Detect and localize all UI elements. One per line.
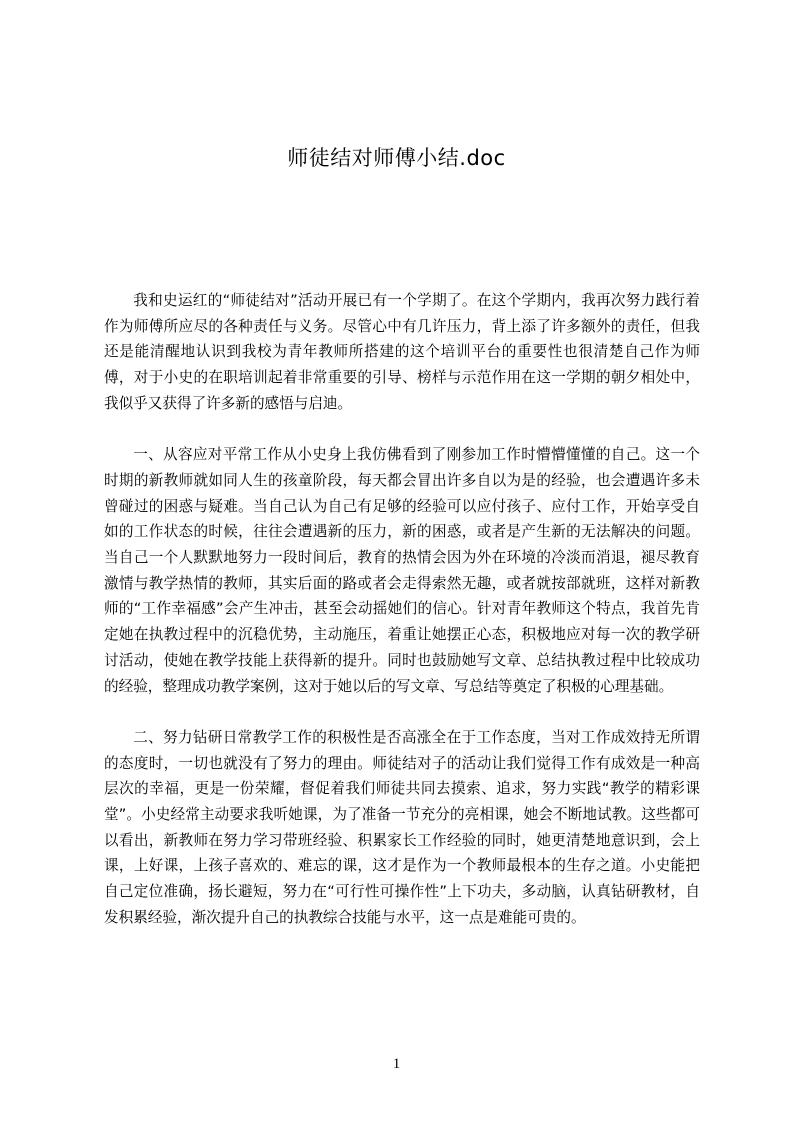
document-body [104, 288, 700, 931]
paragraph-section-one: 一、从容应对平常工作从小史身上我仿佛看到了刚参加工作时懵懵懂懂的自己。这一个时期的新教师就如同人生的孩童阶段，每天都会冒出许多自以为是的经验，也会遭遇许多未曾碰过的困惑与疑难。当自己认为自己有足够的经验可以应付孩子、应付工作，开始享受自如的工作状态的时候，往往会遭遇新的压力，新的困惑，或者是产生新的无法解决的问题。当自己一个人默默地努力一段时间后，教育的热情会因为外在环境的冷淡而消退，褪尽教育激情与教学热情的教师，其实后面的路或者会走得索然无趣，或者就按部就班，这样对新教师的“工作幸福感”会产生冲击，甚至会动摇她们的信心。针对青年教师这个特点，我首先肯定她在执教过程中的沉稳优势，主动施压，着重让她摆正心态，积极地应对每一次的教学研讨活动，使她在教学技能上获得新的提升。同时也鼓励她写文章、总结执教过程中比较成功的经验，整理成功教学案例，这对于她以后的写文章、写总结等奠定了积极的心理基础。 [104, 446, 700, 695]
paragraph-section-two: 二、努力钻研日常教学工作的积极性是否高涨全在于工作态度，当对工作成效持无所谓的态度时，一切也就没有了努力的理由。师徒结对子的活动让我们觉得工作有成效是一种高层次的幸福，更是一份荣耀，督促着我们师徒共同去摸索、追求，努力实践“教学的精彩课堂”。小史经常主动要求我听她课，为了准备一节充分的亮相课，她会不断地试教。这些都可以看出，新教师在努力学习带班经验、积累家长工作经验的同时，她更清楚地意识到，会上课，上好课，上孩子喜欢的、难忘的课，这才是作为一个教师最根本的生存之道。小史能把自己定位准确，扬长避短，努力在“可行性可操作性”上下功夫，多动脑，认真钻研教材，自发积累经验，渐次提升自己的执教综合技能与水平，这一点是难能可贵的。 [104, 728, 700, 926]
page-number: 1 [392, 1056, 401, 1072]
paragraph-intro: 我和史运红的“师徒结对”活动开展已有一个学期了。在这个学期内，我再次努力践行着作为师傅所应尽的各种责任与义务。尽管心中有几许压力，背上添了许多额外的责任，但我还是能清醒地认识到我校为青年教师所搭建的这个培训平台的重要性也很清楚自己作为师傅，对于小史的在职培训起着非常重要的引导、榜样与示范作用在这一学期的朝夕相处中，我似乎又获得了许多新的感悟与启迪。 [104, 292, 700, 412]
document-title: 师徒结对师傅小结.doc [287, 146, 506, 170]
